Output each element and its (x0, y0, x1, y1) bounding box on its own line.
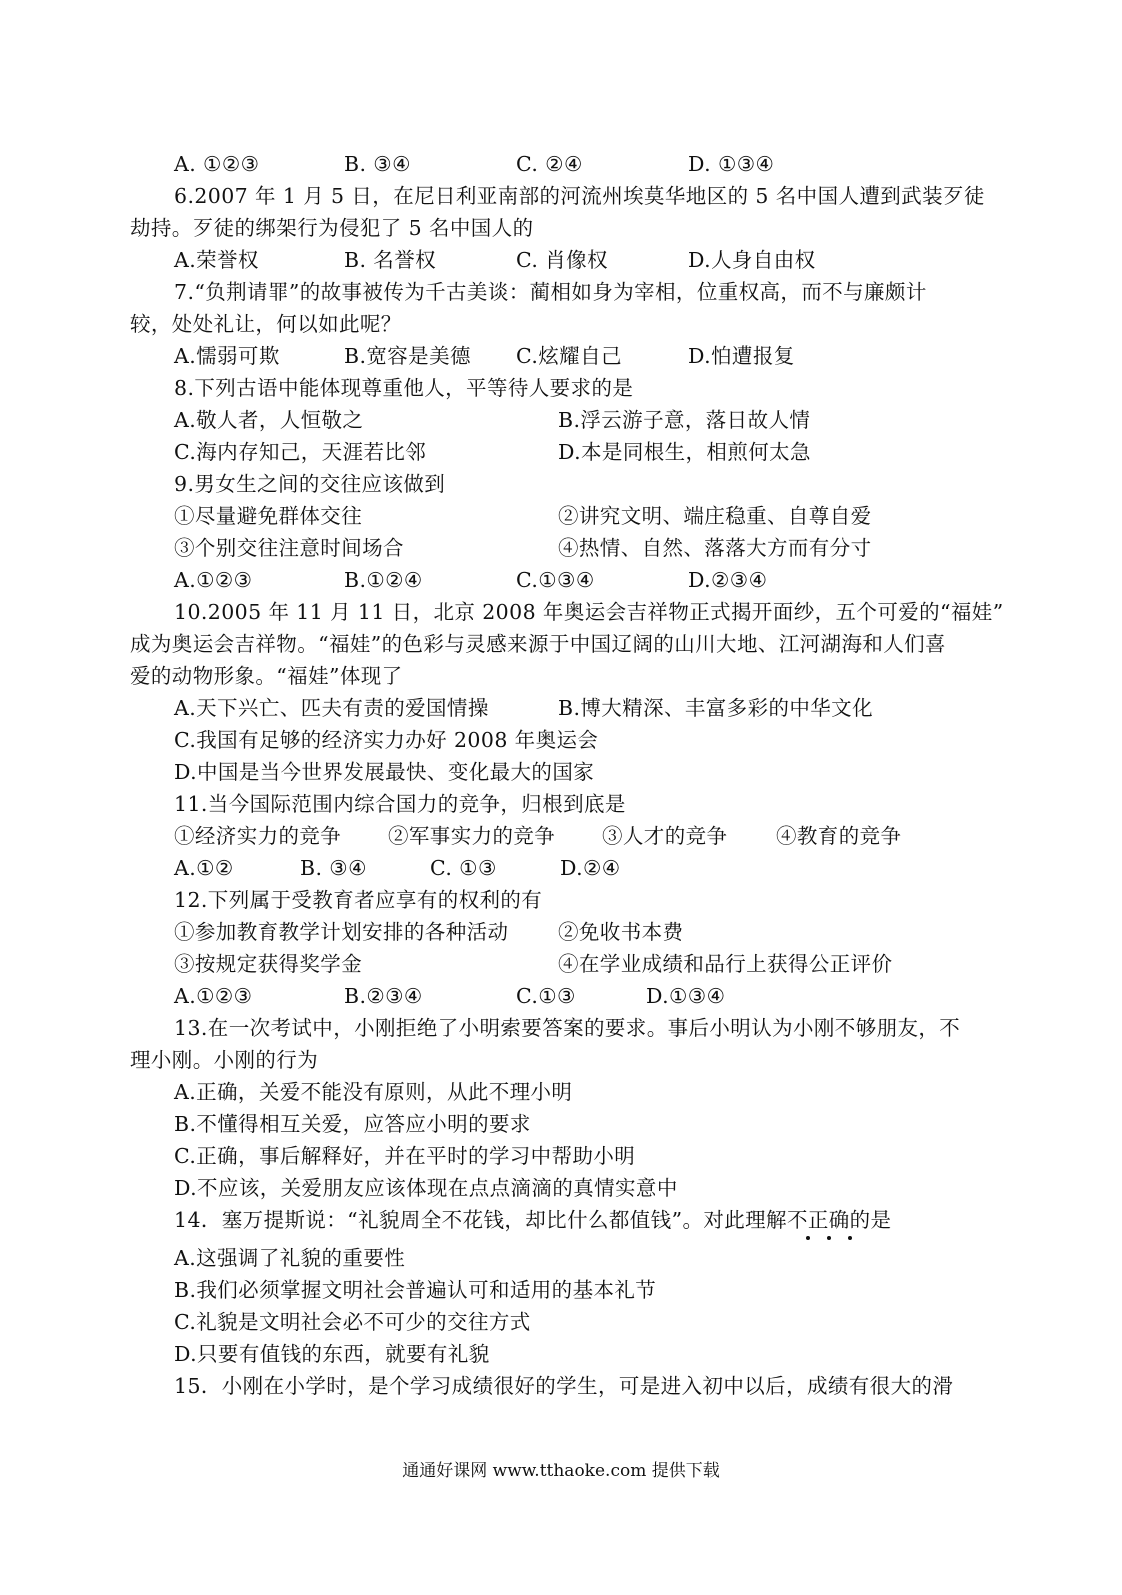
option: D.怕遭报复 (688, 344, 795, 368)
option: C.①③④ (516, 568, 595, 592)
option: C.正确，事后解释好，并在平时的学习中帮助小明 (174, 1144, 636, 1168)
option: C. 肖像权 (516, 248, 608, 272)
option: D.①③④ (646, 984, 726, 1008)
list-item: ①经济实力的竞争 (174, 824, 342, 848)
option: A.①② (174, 856, 234, 880)
emphasis-dot (806, 1236, 810, 1240)
list-item: ②免收书本费 (558, 920, 684, 944)
option: B.①②④ (344, 568, 423, 592)
option: D.中国是当今世界发展最快、变化最大的国家 (174, 760, 595, 784)
option: B.宽容是美德 (344, 344, 471, 368)
page-footer: 通通好课网 www.tthaoke.com 提供下载 (402, 1461, 720, 1481)
list-item: ②讲究文明、端庄稳重、自尊自爱 (558, 504, 872, 528)
option: C.炫耀自己 (516, 344, 622, 368)
option: A.荣誉权 (174, 248, 259, 272)
option: C. ①③ (430, 856, 497, 880)
list-item: ④热情、自然、落落大方而有分寸 (558, 536, 872, 560)
list-item: ③按规定获得奖学金 (174, 952, 363, 976)
option: B. ③④ (300, 856, 367, 880)
list-item: ①尽量避免群体交往 (174, 504, 363, 528)
option: A.天下兴亡、匹夫有责的爱国情操 (174, 696, 489, 720)
option: D.人身自由权 (688, 248, 816, 272)
option: D.本是同根生，相煎何太急 (558, 440, 811, 464)
document-page: A. ①②③ B. ③④ C. ②④ D. ①③④ 6.2007 年 1 月 5 日，在尼日利亚南部的河流州埃莫华地区的 5 名中国人遭到武装歹徒 劫持。歹徒的绑架行为侵犯了 5 名中国人的 A.荣誉权 B. 名誉权 C. 肖像权 D.人身自由权 7.“负荆请罪”的故事被传为千古美谈：蔺相如身为宰相，位重权高，而不与廉颇计 较，处处礼让，何以如此呢？ A.懦弱可欺 B.宽容是美德 C.炫耀自己 D.怕遭报复 8.下列古语中能体现尊重他人，平等待人要求的是 A.敬人者，人恒敬之 B.浮云游子意，落日故人情 C.海内存知己，天涯若比邻 D.本是同根生，相煎何太急 9.男女生之间的交往应该做到 ①尽量避免群体交往 ②讲究文明、端庄稳重、自尊自爱 ③个别交往注意时间场合 ④热情、自然、落落大方而有分寸 A.①②③ B.①②④ C.①③④ D.②③④ 10.2005 年 11 月 11 日，北京 2008 年奥运会吉祥物正式揭开面纱，五个可爱的“福娃” 成为奥运会吉祥物。“福娃”的色彩与灵感来源于中国辽阔的山川大地、江河湖海和人们喜 爱的动物形象。“福娃”体现了 A.天下兴亡、匹夫有责的爱国情操 B.博大精深、丰富多彩的中华文化 C.我国有足够的经济实力办好 2008 年奥运会 D.中国是当今世界发展最快、变化最大的国家 11.当今国际范围内综合国力的竞争，归根到底是 ①经济实力的竞争 ②军事实力的竞争 ③人才的竞争 ④教育的竞争 A.①② B. ③④ C. ①③ D.②④ 12.下列属于受教育者应享有的权利的有 ①参加教育教学计划安排的各种活动 ②免收书本费 ③按规定获得奖学金 ④在学业成绩和品行上获得公正评价 A.①②③ B.②③④ C.①③ D.①③④ 13.在一次考试中，小刚拒绝了小明索要答案的要求。事后小明认为小刚不够朋友，不 理小刚。小刚的行为 A.正确，关爱不能没有原则，从此不理小明 B.不懂得相互关爱，应答应小明的要求 C.正确，事后解释好，并在平时的学习中帮助小明 D.不应该，关爱朋友应该体现在点点滴滴的真情实意中 14．塞万提斯说：“礼貌周全不花钱，却比什么都值钱”。对此理解不正确的是 A.这强调了礼貌的重要性 B.我们必须掌握文明社会普遍认可和适用的基本礼节 C.礼貌是文明社会必不可少的交往方式 D.只要有值钱的东西，就要有礼貌 15．小刚在小学时，是个学习成绩很好的学生，可是进入初中以后，成绩有很大的滑 通通好课网 www.tthaoke.com 提供下载 (0, 0, 1122, 1595)
option: B.浮云游子意，落日故人情 (558, 408, 811, 432)
option: C.礼貌是文明社会必不可少的交往方式 (174, 1310, 531, 1334)
option: D.②③④ (688, 568, 768, 592)
option: D. ①③④ (688, 152, 775, 176)
option: D.②④ (560, 856, 621, 880)
option: B.博大精深、丰富多彩的中华文化 (558, 696, 873, 720)
emphasis-dot (827, 1236, 831, 1240)
list-item: ④教育的竞争 (776, 824, 902, 848)
option: A.敬人者，人恒敬之 (174, 408, 364, 432)
option: A.①②③ (174, 984, 253, 1008)
list-item: ④在学业成绩和品行上获得公正评价 (558, 952, 893, 976)
list-item: ③个别交往注意时间场合 (174, 536, 404, 560)
list-item: ③人才的竞争 (602, 824, 728, 848)
option: C.海内存知己，天涯若比邻 (174, 440, 427, 464)
option: B. 名誉权 (344, 248, 436, 272)
option: B.不懂得相互关爱，应答应小明的要求 (174, 1112, 531, 1136)
option: B. ③④ (344, 152, 411, 176)
option: A. ①②③ (174, 152, 260, 176)
option: C. ②④ (516, 152, 583, 176)
option: A.懦弱可欺 (174, 344, 280, 368)
emphasis-dot (848, 1236, 852, 1240)
option: C.①③ (516, 984, 576, 1008)
option: A.①②③ (174, 568, 253, 592)
option: D.不应该，关爱朋友应该体现在点点滴滴的真情实意中 (174, 1176, 678, 1200)
list-item: ①参加教育教学计划安排的各种活动 (174, 920, 509, 944)
list-item: ②军事实力的竞争 (388, 824, 556, 848)
option: B.②③④ (344, 984, 423, 1008)
option: C.我国有足够的经济实力办好 2008 年奥运会 (174, 728, 599, 752)
option: A.这强调了礼貌的重要性 (174, 1246, 406, 1270)
option: A.正确，关爱不能没有原则，从此不理小明 (174, 1080, 573, 1104)
option: D.只要有值钱的东西，就要有礼貌 (174, 1342, 490, 1366)
option: B.我们必须掌握文明社会普遍认可和适用的基本礼节 (174, 1278, 657, 1302)
